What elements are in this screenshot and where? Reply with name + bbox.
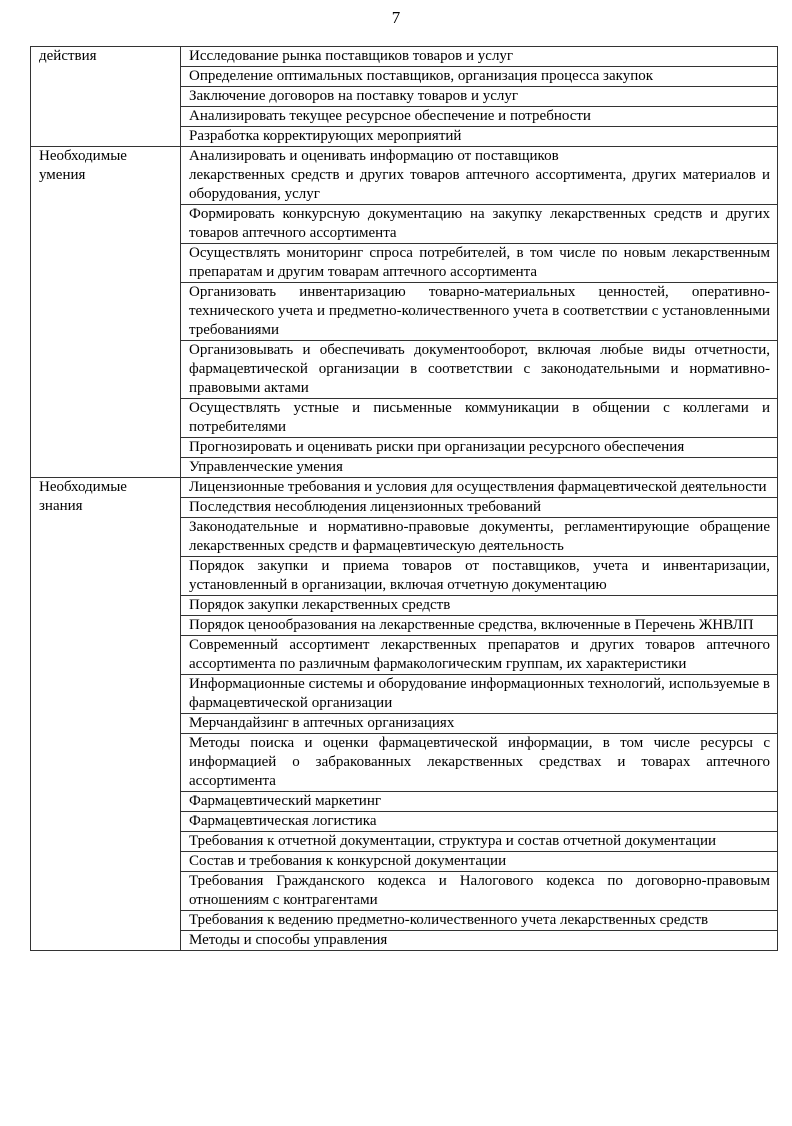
- item-cell: [181, 244, 778, 283]
- item-text: Информационные системы и оборудование информационных технологий, используемые в фармацевтической организации: [189, 676, 770, 711]
- category-label: знания: [39, 498, 83, 514]
- category-label: Необходимые: [39, 148, 127, 164]
- item-text: Исследование рынка поставщиков товаров и услуг: [189, 48, 514, 64]
- item-text: Формировать конкурсную документацию на закупку лекарственных средств и других товаров аптечного ассортимента: [189, 206, 770, 241]
- item-cell: [181, 127, 778, 147]
- category-label: действия: [39, 48, 97, 64]
- item-cell: [181, 438, 778, 458]
- item-text: Анализировать текущее ресурсное обеспечение и потребности: [189, 108, 591, 124]
- item-cell: [181, 596, 778, 616]
- item-text: Требования к отчетной документации, структура и состав отчетной документации: [189, 833, 717, 849]
- item-cell: [181, 107, 778, 127]
- item-text: Определение оптимальных поставщиков, организация процесса закупок: [189, 68, 654, 84]
- item-cell: [181, 399, 778, 438]
- item-cell: [181, 147, 778, 205]
- item-cell: [181, 47, 778, 67]
- page-number: 7: [391, 8, 401, 27]
- item-text: лекарственных средств и других товаров аптечного ассортимента, других материалов и оборудования, услуг: [189, 167, 770, 202]
- item-text: Анализировать и оценивать информацию от поставщиков: [189, 148, 559, 164]
- item-cell: [181, 458, 778, 478]
- category-cell: [31, 478, 181, 951]
- item-text: Лицензионные требования и условия для осуществления фармацевтической деятельности: [189, 479, 767, 495]
- item-text: Фармацевтическая логистика: [189, 813, 377, 829]
- item-text: Состав и требования к конкурсной документации: [189, 853, 507, 869]
- item-cell: [181, 87, 778, 107]
- category-cell: [31, 147, 181, 478]
- item-cell: [181, 675, 778, 714]
- item-text: Последствия несоблюдения лицензионных требований: [189, 499, 542, 515]
- item-text: Организовывать и обеспечивать документооборот, включая любые виды отчетности, фармацевтической организации в соответствии с законодательными и нормативно-правовыми актами: [189, 342, 770, 396]
- item-cell: [181, 67, 778, 87]
- item-cell: [181, 931, 778, 951]
- item-text: Управленческие умения: [189, 459, 343, 475]
- item-text: Современный ассортимент лекарственных препаратов и других товаров аптечного ассортимента по различным фармакологическим группам, их характеристики: [189, 637, 770, 672]
- table-row: [31, 478, 778, 498]
- item-cell: [181, 636, 778, 675]
- item-cell: [181, 872, 778, 911]
- item-text: Осуществлять мониторинг спроса потребителей, в том числе по новым лекарственным препаратам и другим товарам аптечного ассортимента: [189, 245, 770, 280]
- item-cell: [181, 911, 778, 931]
- item-cell: [181, 734, 778, 792]
- item-cell: [181, 832, 778, 852]
- item-cell: [181, 852, 778, 872]
- item-text: Законодательные и нормативно-правовые документы, регламентирующие обращение лекарственных средств и фармацевтическую деятельность: [189, 519, 770, 554]
- item-text: Порядок закупки лекарственных средств: [189, 597, 451, 613]
- item-cell: [181, 557, 778, 596]
- item-cell: [181, 283, 778, 341]
- item-text: Организовать инвентаризацию товарно-материальных ценностей, оперативно-технического учета и предметно-количественного учета в соответствии с установленными требованиями: [189, 284, 770, 338]
- item-cell: [181, 478, 778, 498]
- item-text: Разработка корректирующих мероприятий: [189, 128, 462, 144]
- item-cell: [181, 812, 778, 832]
- category-label: умения: [39, 167, 86, 183]
- item-text: Фармацевтический маркетинг: [189, 793, 382, 809]
- category-label: Необходимые: [39, 479, 127, 495]
- item-text: Требования к ведению предметно-количественного учета лекарственных средств: [189, 912, 709, 928]
- item-text: Мерчандайзинг в аптечных организациях: [189, 715, 455, 731]
- item-cell: [181, 616, 778, 636]
- item-cell: [181, 205, 778, 244]
- item-text: Требования Гражданского кодекса и Налогового кодекса по договорно-правовым отношениям с контрагентами: [189, 873, 770, 908]
- item-text: Методы и способы управления: [189, 932, 388, 948]
- item-cell: [181, 498, 778, 518]
- item-text: Порядок закупки и приема товаров от поставщиков, учета и инвентаризации, установленный в организации, включая отчетную документацию: [189, 558, 770, 593]
- competency-table: [30, 46, 778, 951]
- item-cell: [181, 714, 778, 734]
- item-text: Осуществлять устные и письменные коммуникации в общении с коллегами и потребителями: [189, 400, 770, 435]
- category-cell: [31, 47, 181, 147]
- item-text: Методы поиска и оценки фармацевтической информации, в том числе ресурсы с информацией о забракованных лекарственных средствах и товарах аптечного ассортимента: [189, 735, 770, 789]
- table-row: [31, 47, 778, 67]
- item-cell: [181, 792, 778, 812]
- item-text: Порядок ценообразования на лекарственные средства, включенные в Перечень ЖНВЛП: [189, 617, 754, 633]
- item-cell: [181, 341, 778, 399]
- item-cell: [181, 518, 778, 557]
- table-row: [31, 147, 778, 205]
- item-text: Прогнозировать и оценивать риски при организации ресурсного обеспечения: [189, 439, 685, 455]
- item-text: Заключение договоров на поставку товаров и услуг: [189, 88, 519, 104]
